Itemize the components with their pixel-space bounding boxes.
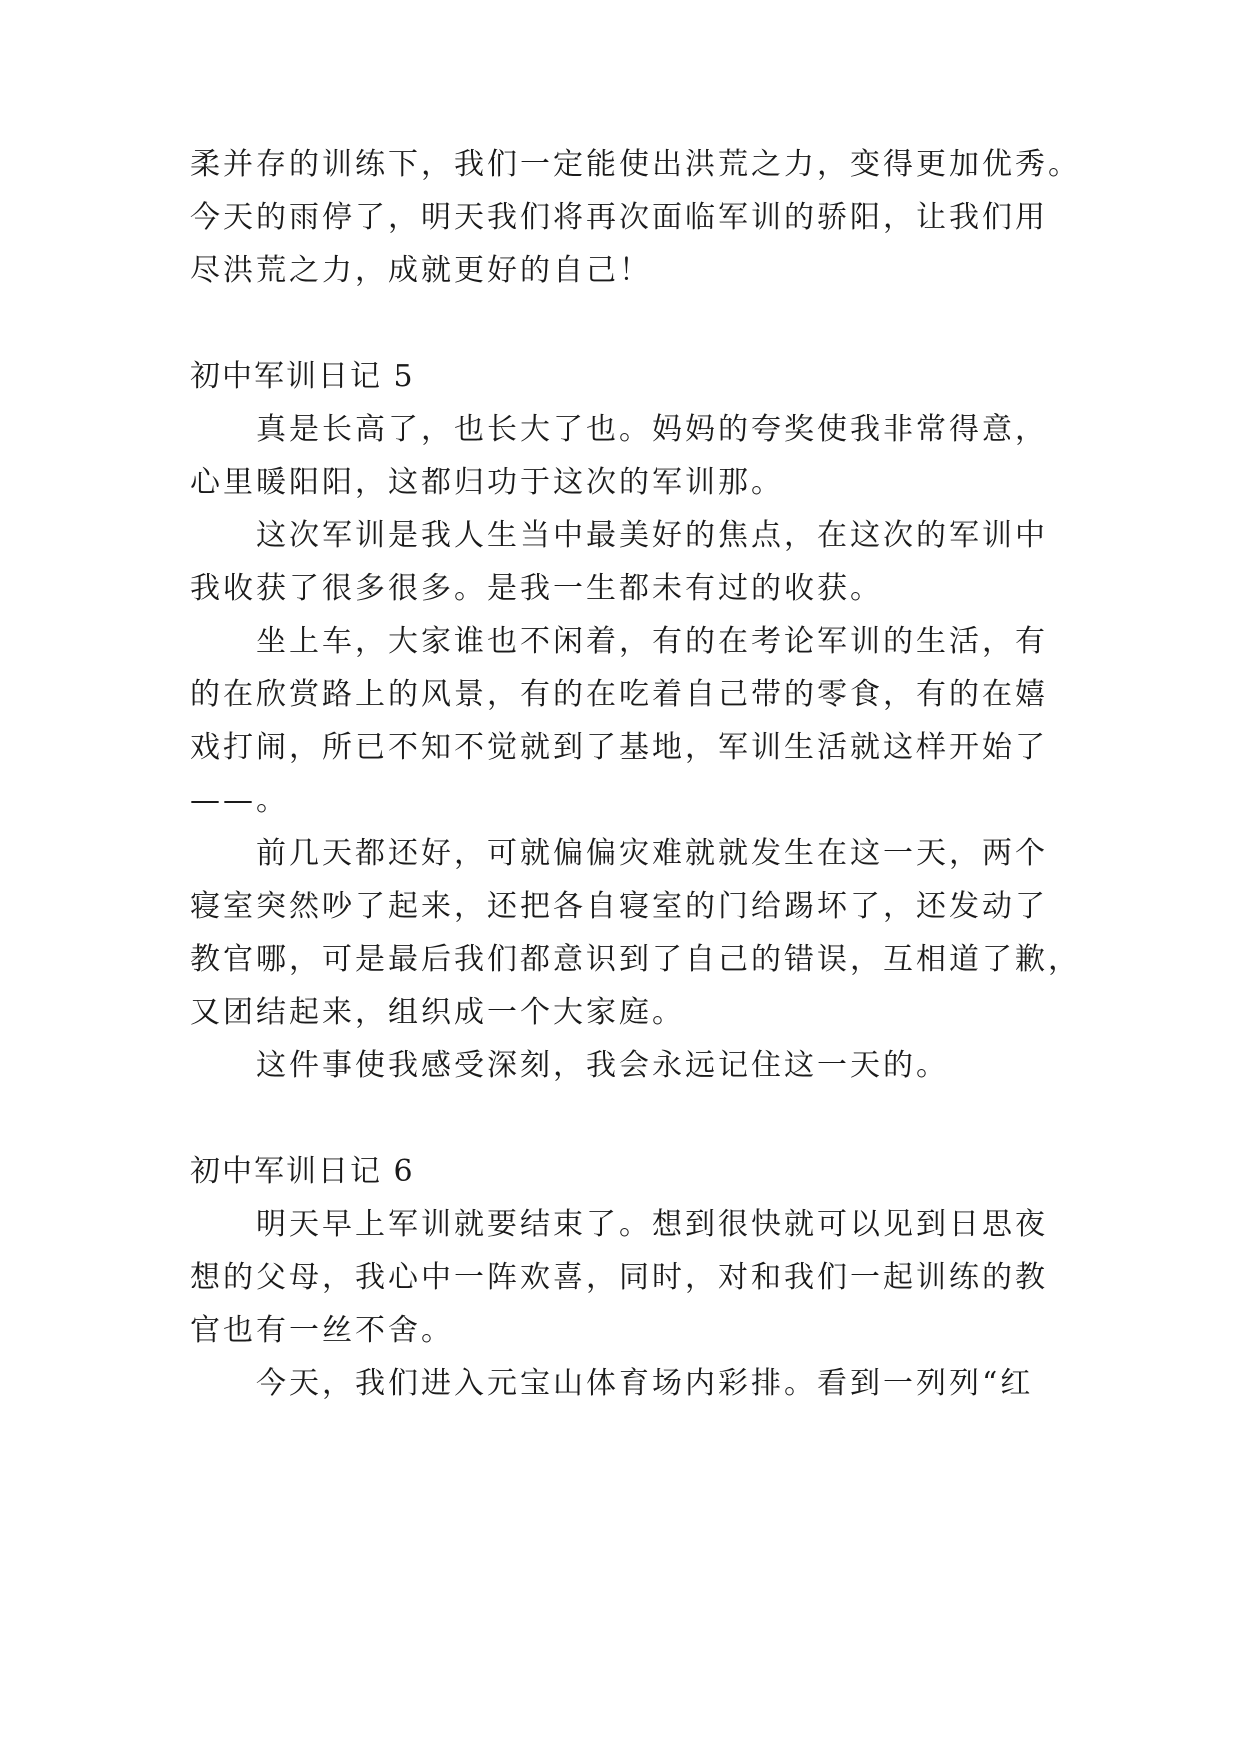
paragraph-line: 真是长高了，也长大了也。妈妈的夸奖使我非常得意， — [256, 412, 1048, 447]
text-line: 今天的雨停了，明天我们将再次面临军训的骄阳，让我们用 — [190, 200, 1048, 235]
paragraph-line: 我收获了很多很多。是我一生都未有过的收获。 — [190, 571, 883, 606]
paragraph-line: 前几天都还好，可就偏偏灾难就就发生在这一天，两个 — [256, 836, 1048, 871]
paragraph-line: 今天，我们进入元宝山体育场内彩排。看到一列列“红 — [256, 1366, 1034, 1401]
paragraph-line: 想的父母，我心中一阵欢喜，同时，对和我们一起训练的教 — [190, 1260, 1048, 1295]
text-line: 尽洪荒之力，成就更好的自己！ — [190, 253, 652, 288]
paragraph-line: ——。 — [190, 783, 289, 818]
paragraph-line: 心里暖阳阳，这都归功于这次的军训那。 — [190, 465, 784, 500]
paragraph-line: 的在欣赏路上的风景，有的在吃着自己带的零食，有的在嬉 — [190, 677, 1048, 712]
paragraph-line: 戏打闹，所已不知不觉就到了基地，军训生活就这样开始了 — [190, 730, 1048, 765]
paragraph-line: 官也有一丝不舍。 — [190, 1313, 454, 1348]
section-title: 初中军训日记 5 — [190, 359, 415, 394]
paragraph-line: 寝室突然吵了起来，还把各自寝室的门给踢坏了，还发动了 — [190, 889, 1048, 924]
paragraph-line: 又团结起来，组织成一个大家庭。 — [190, 995, 685, 1030]
paragraph-line: 这次军训是我人生当中最美好的焦点，在这次的军训中 — [256, 518, 1048, 553]
paragraph-line: 坐上车，大家谁也不闲着，有的在考论军训的生活，有 — [256, 624, 1048, 659]
paragraph-line: 明天早上军训就要结束了。想到很快就可以见到日思夜 — [256, 1207, 1048, 1242]
paragraph-line: 这件事使我感受深刻，我会永远记住这一天的。 — [256, 1048, 949, 1083]
paragraph-line: 教官哪，可是最后我们都意识到了自己的错误，互相道了歉， — [190, 942, 1081, 977]
text-line: 柔并存的训练下，我们一定能使出洪荒之力，变得更加优秀。 — [190, 147, 1081, 182]
section-title: 初中军训日记 6 — [190, 1154, 415, 1189]
